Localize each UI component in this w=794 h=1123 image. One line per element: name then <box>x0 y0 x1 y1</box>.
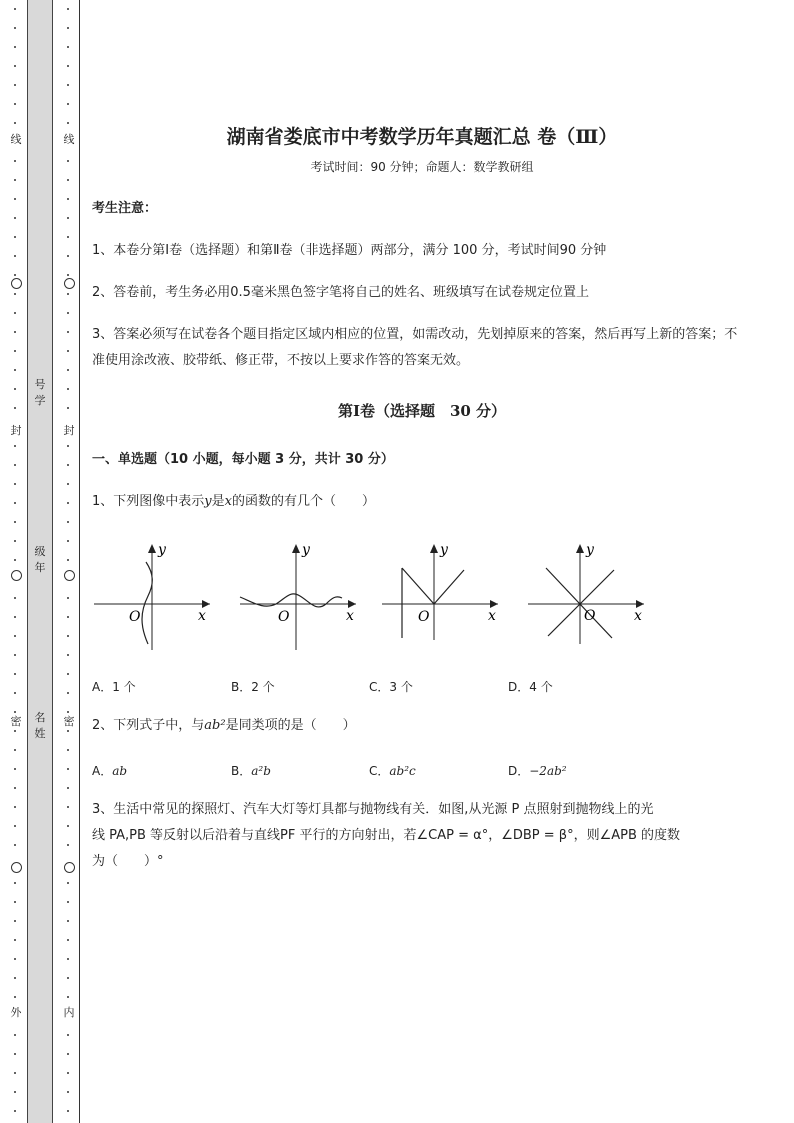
section-title: 第Ⅰ卷（选择题 30 分） <box>337 402 507 420</box>
cut-line-dot <box>14 103 16 105</box>
right-col-label-xian: 线 <box>63 133 75 146</box>
cut-line-dot <box>14 749 16 751</box>
cut-line-dot <box>67 1072 69 1074</box>
left-col-circle <box>11 278 22 289</box>
cut-line-dot <box>67 369 69 371</box>
cut-line-dot <box>14 559 16 561</box>
cut-line-dot <box>14 293 16 295</box>
cut-line-dot <box>14 635 16 637</box>
q1-graph-a-origin: O <box>129 609 141 625</box>
cut-line-dot <box>67 1110 69 1112</box>
right-col-label-feng: 封 <box>63 424 75 437</box>
cut-line-dot <box>14 27 16 29</box>
notice-item-3: 3、答案必须写在试卷各个题目指定区域内相应的位置，如需改动，先划掉原来的答案，然后再写上新的答案；不准使用涂改液、胶带纸、修正带，不按以上要求作答的答案无效。 <box>92 327 738 368</box>
left-col-label-xian: 线 <box>10 133 22 146</box>
cut-line-dot <box>67 483 69 485</box>
left-col-label-mi: 密 <box>10 715 22 728</box>
cut-line-dot <box>14 255 16 257</box>
cut-line-dot <box>14 274 16 276</box>
q1-graph-c-x-label: x <box>488 608 496 624</box>
cut-line-dot <box>14 825 16 827</box>
cut-line-dot <box>14 844 16 846</box>
q1-graph-c-origin: O <box>418 609 430 625</box>
cut-line-dot <box>14 179 16 181</box>
cut-line-dot <box>67 350 69 352</box>
left-col-circle <box>11 570 22 581</box>
q1-var-x: x <box>224 494 232 509</box>
cut-line-dot <box>14 8 16 10</box>
cut-line-dot <box>67 939 69 941</box>
right-col-label-nei: 内 <box>63 1006 75 1019</box>
cut-line-dot <box>14 958 16 960</box>
cut-line-dot <box>67 844 69 846</box>
cut-line-dot <box>67 236 69 238</box>
part-heading: 一、单选题（10 小题，每小题 3 分，共计 30 分） <box>92 452 394 467</box>
cut-line-dot <box>67 293 69 295</box>
cut-line-dot <box>67 711 69 713</box>
cut-line-dot <box>14 1072 16 1074</box>
cut-line-dot <box>14 616 16 618</box>
cut-line-dot <box>14 673 16 675</box>
q2-option-d-expr: −2ab² <box>529 764 567 778</box>
q3-line-1: 3、生活中常见的探照灯、汽车大灯等灯具都与抛物线有关．如图,从光源 P 点照射到抛物线上的光 <box>92 802 654 817</box>
cut-line-dot <box>14 160 16 162</box>
q1-option-c[interactable]: C．3 个 <box>369 680 413 694</box>
q1-var-y: y <box>204 494 212 509</box>
right-col-circle <box>64 278 75 289</box>
cut-line-dot <box>67 8 69 10</box>
q2-option-c-expr: ab²c <box>389 764 416 778</box>
cut-line-dot <box>14 920 16 922</box>
cut-line-dot <box>67 46 69 48</box>
cut-line-dot <box>14 369 16 371</box>
cut-line-dot <box>14 217 16 219</box>
cut-line-dot <box>67 407 69 409</box>
q2-option-b-expr: a²b <box>251 764 271 778</box>
cut-line-dot <box>14 350 16 352</box>
cut-line-dot <box>67 692 69 694</box>
cut-line-dot <box>67 787 69 789</box>
cut-line-dot <box>14 768 16 770</box>
q3-line-2: 线 PA,PB 等反射以后沿着与直线PF 平行的方向射出，若∠CAP = α°，∠DBP = β°，则∠APB 的度数 <box>92 828 681 843</box>
student-number-label: 号学 <box>34 378 46 407</box>
cut-line-dot <box>67 331 69 333</box>
q2-option-d[interactable] <box>508 762 567 779</box>
cut-line-dot <box>14 806 16 808</box>
q1-graph-a-x-label: x <box>198 608 206 624</box>
left-col-label-feng: 封 <box>10 424 22 437</box>
cut-line-dot <box>67 673 69 675</box>
cut-line-dot <box>67 1091 69 1093</box>
right-col-circle <box>64 862 75 873</box>
margin-border-line <box>79 0 80 1123</box>
cut-line-dot <box>67 597 69 599</box>
q1-graph-a <box>92 540 222 652</box>
cut-line-dot <box>67 122 69 124</box>
cut-line-dot <box>67 103 69 105</box>
cut-line-dot <box>67 768 69 770</box>
q1-text-c: 的函数的有几个（ ） <box>232 494 376 509</box>
page-title: 湖南省娄底市中考数学历年真题汇总 卷（Ⅲ） <box>226 126 618 148</box>
cut-line-dot <box>14 236 16 238</box>
cut-line-dot <box>14 331 16 333</box>
grade-label: 级年 <box>34 545 46 574</box>
cut-line-dot <box>67 274 69 276</box>
cut-line-dot <box>14 445 16 447</box>
cut-line-dot <box>14 464 16 466</box>
cut-line-dot <box>14 407 16 409</box>
cut-line-dot <box>67 502 69 504</box>
q1-text-a: 1、下列图像中表示 <box>92 494 205 509</box>
cut-line-dot <box>67 445 69 447</box>
cut-line-dot <box>67 540 69 542</box>
cut-line-dot <box>14 502 16 504</box>
cut-line-dot <box>67 179 69 181</box>
q2-text-b: 是同类项的是（ ） <box>225 718 356 733</box>
q2-option-a-letter: A． <box>92 764 113 778</box>
q2-option-a-expr: ab <box>112 764 128 778</box>
cut-line-dot <box>14 483 16 485</box>
cut-line-dot <box>67 312 69 314</box>
name-label: 名姓 <box>34 711 46 740</box>
notice-item-2: 2、答卷前，考生务必用0.5毫米黑色签字笔将自己的姓名、班级填写在试卷规定位置上 <box>92 285 589 300</box>
cut-line-dot <box>67 920 69 922</box>
cut-line-dot <box>14 46 16 48</box>
q2-option-c[interactable] <box>369 762 416 779</box>
q1-graph-a-y-label: y <box>158 542 166 558</box>
cut-line-dot <box>14 198 16 200</box>
cut-line-dot <box>14 122 16 124</box>
cut-line-dot <box>67 635 69 637</box>
cut-line-dot <box>67 882 69 884</box>
q1-graph-d-origin: O <box>584 608 596 624</box>
cut-line-dot <box>14 521 16 523</box>
cut-line-dot <box>14 882 16 884</box>
q2-expr: ab² <box>204 718 226 733</box>
cut-line-dot <box>67 160 69 162</box>
notice-heading: 考生注意： <box>92 201 158 216</box>
cut-line-dot <box>14 1091 16 1093</box>
cut-line-dot <box>67 901 69 903</box>
cut-line-dot <box>14 939 16 941</box>
q1-option-a[interactable]: A．1 个 <box>92 680 136 694</box>
cut-line-dot <box>67 217 69 219</box>
cut-line-dot <box>14 730 16 732</box>
q1-option-d[interactable]: D．4 个 <box>508 680 553 694</box>
cut-line-dot <box>67 1053 69 1055</box>
q1-graph-b-x-label: x <box>346 608 354 624</box>
q2-option-a[interactable] <box>92 762 127 779</box>
q1-option-b[interactable]: B．2 个 <box>231 680 275 694</box>
right-col-label-mi: 密 <box>63 715 75 728</box>
q1-graph-c-y-label: y <box>440 542 448 558</box>
cut-line-dot <box>14 711 16 713</box>
cut-line-dot <box>14 84 16 86</box>
cut-line-dot <box>14 388 16 390</box>
q1-graph-d <box>526 540 656 652</box>
q2-option-b[interactable] <box>231 762 271 779</box>
cut-line-dot <box>67 521 69 523</box>
cut-line-dot <box>14 901 16 903</box>
q1-graph-b <box>238 540 368 652</box>
notice-item-1: 1、本卷分第Ⅰ卷（选择题）和第Ⅱ卷（非选择题）两部分，满分 100 分，考试时间90 分钟 <box>92 243 607 258</box>
cut-line-dot <box>67 464 69 466</box>
right-col-circle <box>64 570 75 581</box>
cut-line-dot <box>67 996 69 998</box>
cut-line-dot <box>14 654 16 656</box>
cut-line-dot <box>14 1110 16 1112</box>
q3-line-3: 为（ ）° <box>92 854 164 869</box>
q1-text-b: 是 <box>211 494 225 509</box>
question-1 <box>92 489 752 515</box>
cut-line-dot <box>14 597 16 599</box>
cut-line-dot <box>67 198 69 200</box>
cut-line-dot <box>67 65 69 67</box>
cut-line-dot <box>67 825 69 827</box>
question-2 <box>92 713 752 739</box>
cut-line-dot <box>67 958 69 960</box>
cut-line-dot <box>14 65 16 67</box>
q2-option-b-letter: B． <box>231 764 252 778</box>
cut-line-dot <box>67 730 69 732</box>
cut-line-dot <box>14 787 16 789</box>
cut-line-dot <box>67 616 69 618</box>
q1-graph-d-y-label: y <box>586 542 594 558</box>
cut-line-dot <box>14 312 16 314</box>
q2-text-a: 2、下列式子中，与 <box>92 718 205 733</box>
q1-graph-d-x-label: x <box>634 608 642 624</box>
left-col-circle <box>11 862 22 873</box>
q1-graph-c <box>380 540 510 652</box>
cut-line-dot <box>67 1034 69 1036</box>
cut-line-dot <box>14 540 16 542</box>
cut-line-dot <box>67 388 69 390</box>
cut-line-dot <box>14 977 16 979</box>
cut-line-dot <box>14 996 16 998</box>
q2-option-d-letter: D． <box>508 764 530 778</box>
exam-info: 考试时间：90 分钟；命题人：数学教研组 <box>310 160 534 174</box>
binding-margin <box>0 0 85 1123</box>
cut-line-dot <box>67 84 69 86</box>
cut-line-dot <box>67 977 69 979</box>
cut-line-dot <box>67 27 69 29</box>
cut-line-dot <box>67 654 69 656</box>
left-col-label-wai: 外 <box>10 1006 22 1019</box>
cut-line-dot <box>14 1053 16 1055</box>
cut-line-dot <box>14 1034 16 1036</box>
cut-line-dot <box>14 692 16 694</box>
q2-option-c-letter: C． <box>369 764 390 778</box>
cut-line-dot <box>67 749 69 751</box>
cut-line-dot <box>67 806 69 808</box>
cut-line-dot <box>67 559 69 561</box>
q1-graph-b-y-label: y <box>302 542 310 558</box>
cut-line-dot <box>67 255 69 257</box>
q1-graph-b-origin: O <box>278 609 290 625</box>
